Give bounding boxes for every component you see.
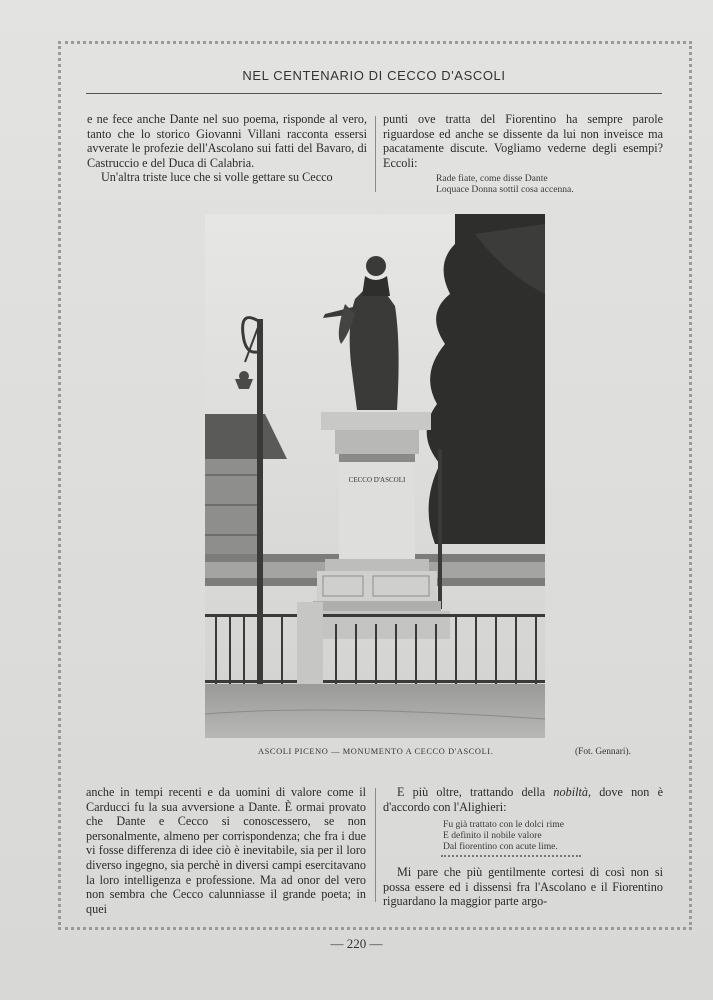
photo-caption: ASCOLI PICENO — MONUMENTO A CECCO D'ASCOLI. (258, 747, 494, 756)
bottom-left-column (86, 785, 366, 916)
bottom-quote-line-2: E definito il nobile valore (443, 830, 542, 842)
bottom-column-divider (375, 788, 376, 902)
bottom-right-paragraph-1 (383, 785, 663, 814)
top-column-divider (375, 116, 376, 192)
top-left-column (87, 112, 367, 185)
bottom-quote-line-3: Dal fiorentino con acute lime. (443, 841, 558, 853)
bottom-right-emphasis: nobiltà (553, 785, 588, 799)
top-quote-line-2: Loquace Donna sottil cosa accenna. (436, 184, 574, 196)
bottom-right-column (383, 785, 663, 909)
running-header: NEL CENTENARIO DI CECCO D'ASCOLI (242, 68, 506, 83)
monument-photo-illustration (205, 214, 545, 738)
monument-photo (205, 214, 545, 738)
top-right-column (383, 112, 663, 195)
page-number: — 220 — (330, 936, 383, 951)
bottom-right-text-a: E più oltre, trattando della (397, 785, 554, 799)
header-rule (86, 93, 662, 94)
top-quote (436, 173, 663, 195)
plaque-text: CECCO D'ASCOLI (348, 476, 406, 484)
bottom-quote-line-1: Fu già trattato con le dolci rime (443, 819, 564, 831)
top-quote-line-1: Rade fiate, come disse Dante (436, 173, 548, 185)
bottom-right-text-b: , dove non è d'accordo con l'Alighieri: (383, 785, 663, 814)
top-left-paragraph-1: e ne fece anche Dante nel suo poema, risponde al vero, tanto che lo storico Giovanni Villani racconta essersi avverate le profezie dell'Ascolano sui fatti del Bavaro, di Castruccio e del Duca di Calabria. (87, 112, 367, 170)
photo-credit: (Fot. Gennari). (575, 747, 631, 757)
bottom-right-paragraph-2: Mi pare che più gentilmente cortesi di così non si possa essere ed i dissensi fra l'Ascolano e il Fiorentino riguardano la maggior parte argo- (383, 865, 663, 909)
top-right-paragraph-1: punti ove tratta del Fiorentino ha sempre parole riguardose ed anche se dissente da lui non inveisce ma pacatamente discute. Vogliamo vederne degli esempi? Eccoli: (383, 112, 663, 170)
bottom-left-paragraph-1: anche in tempi recenti e da uomini di valore come il Carducci fu la sua avversione a Dante. È ormai provato che Dante e Cecco si conoscessero, se non personalmente, almeno per corrispondenza; che fra i due vi fosse differenza di idee ciò è inevitabile, sia per il loro diverso ingegno, sia perchè in diversi campi esercitavano la loro intelligenza e professione. Ma ad onor del vero non sembra che Cecco calunniasse il grande poeta; in quei (86, 785, 366, 916)
dotted-separator (441, 855, 581, 857)
bottom-quote (443, 819, 663, 852)
top-left-paragraph-2: Un'altra triste luce che si volle gettare su Cecco (101, 170, 333, 185)
